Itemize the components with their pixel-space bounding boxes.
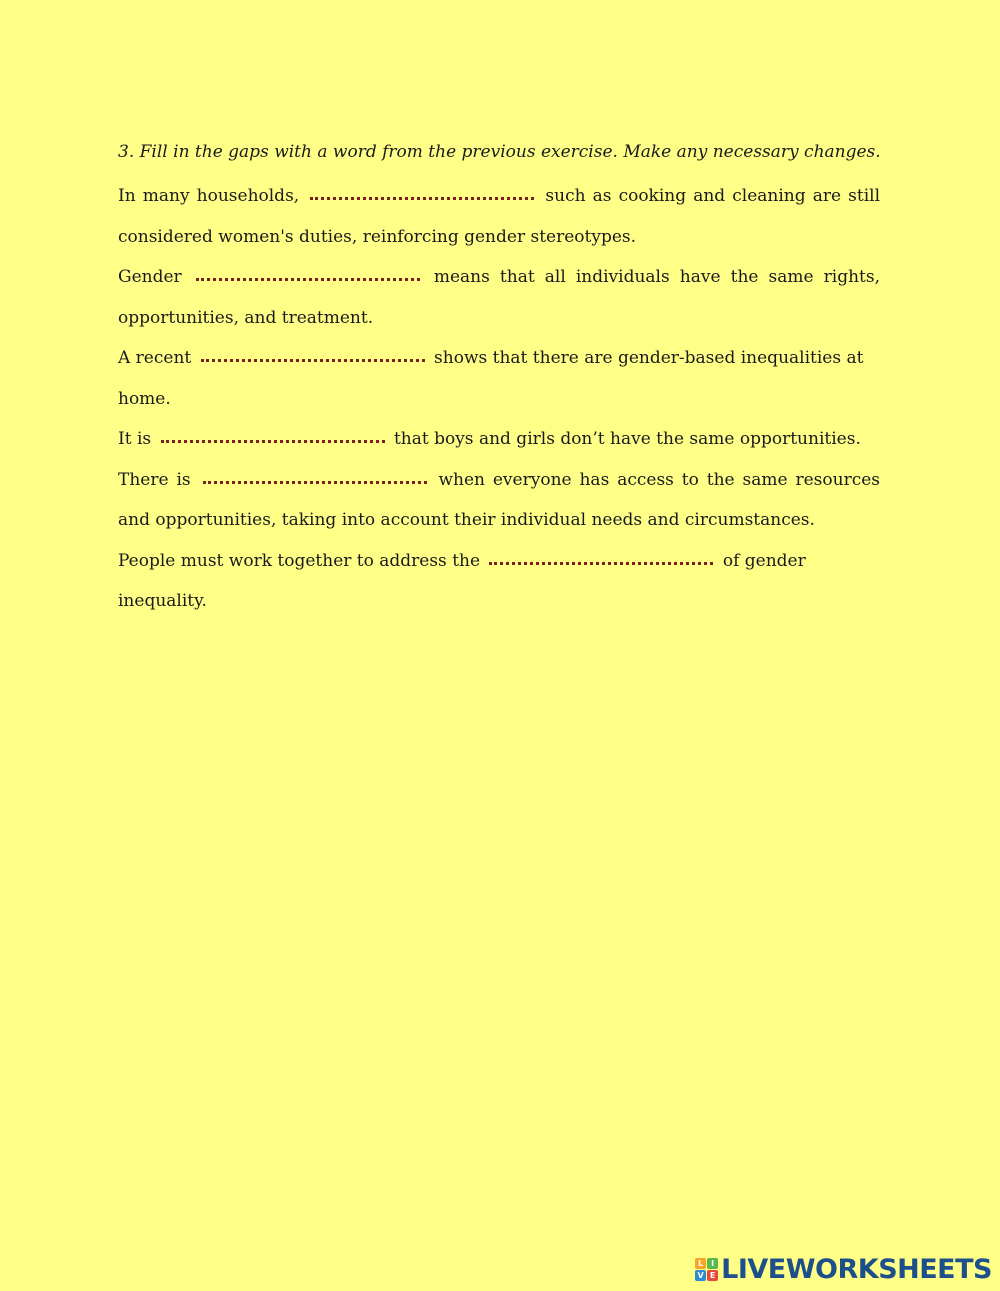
sentence-6	[118, 541, 880, 622]
sentence-3-after: shows that there are gender-based inequalities at home.	[118, 348, 864, 409]
sentence-5-before: There is	[118, 469, 191, 490]
gap-input-5[interactable]	[203, 453, 427, 484]
sentence-5	[118, 460, 880, 541]
sentence-1-after: such as cooking and cleaning are still considered women's duties, reinforcing gender stereotypes.	[118, 186, 881, 247]
gap-input-2[interactable]	[196, 250, 420, 281]
sentence-6-before: People must work together to address the	[118, 550, 481, 571]
sentence-3-before: A recent	[118, 348, 192, 368]
sentence-4-after: that boys and girls don’t have the same opportunities.	[393, 429, 861, 449]
logo-block-e: E	[707, 1270, 718, 1281]
sentence-4-before: It is	[118, 429, 152, 449]
sentence-2	[118, 257, 880, 338]
sentence-6-after: of gender inequality.	[118, 550, 806, 611]
sentence-1-before: In many households,	[118, 186, 300, 206]
liveworksheets-logo[interactable]	[695, 1254, 992, 1285]
sentence-3	[118, 338, 880, 419]
sentence-5-after: when everyone has access to the same resources and opportunities, taking into account their individual needs and circumstances.	[118, 469, 881, 530]
sentence-2-before: Gender	[118, 267, 182, 287]
exercise-instruction: 3. Fill in the gaps with a word from the previous exercise. Make any necessary changes.	[118, 142, 881, 162]
worksheet	[118, 138, 880, 622]
logo-blocks-icon	[695, 1258, 718, 1281]
gap-input-6[interactable]	[489, 534, 713, 565]
gap-input-3[interactable]	[201, 331, 425, 362]
logo-wordmark: LIVEWORKSHEETS	[721, 1254, 992, 1285]
gap-input-1[interactable]	[310, 169, 534, 200]
logo-block-v: V	[695, 1270, 706, 1281]
gap-input-4[interactable]	[161, 412, 385, 443]
logo-block-l: L	[695, 1258, 706, 1269]
sentence-2-after: means that all individuals have the same rights, opportunities, and treatment.	[118, 267, 881, 328]
sentence-1	[118, 176, 880, 257]
logo-block-i: I	[707, 1258, 718, 1269]
